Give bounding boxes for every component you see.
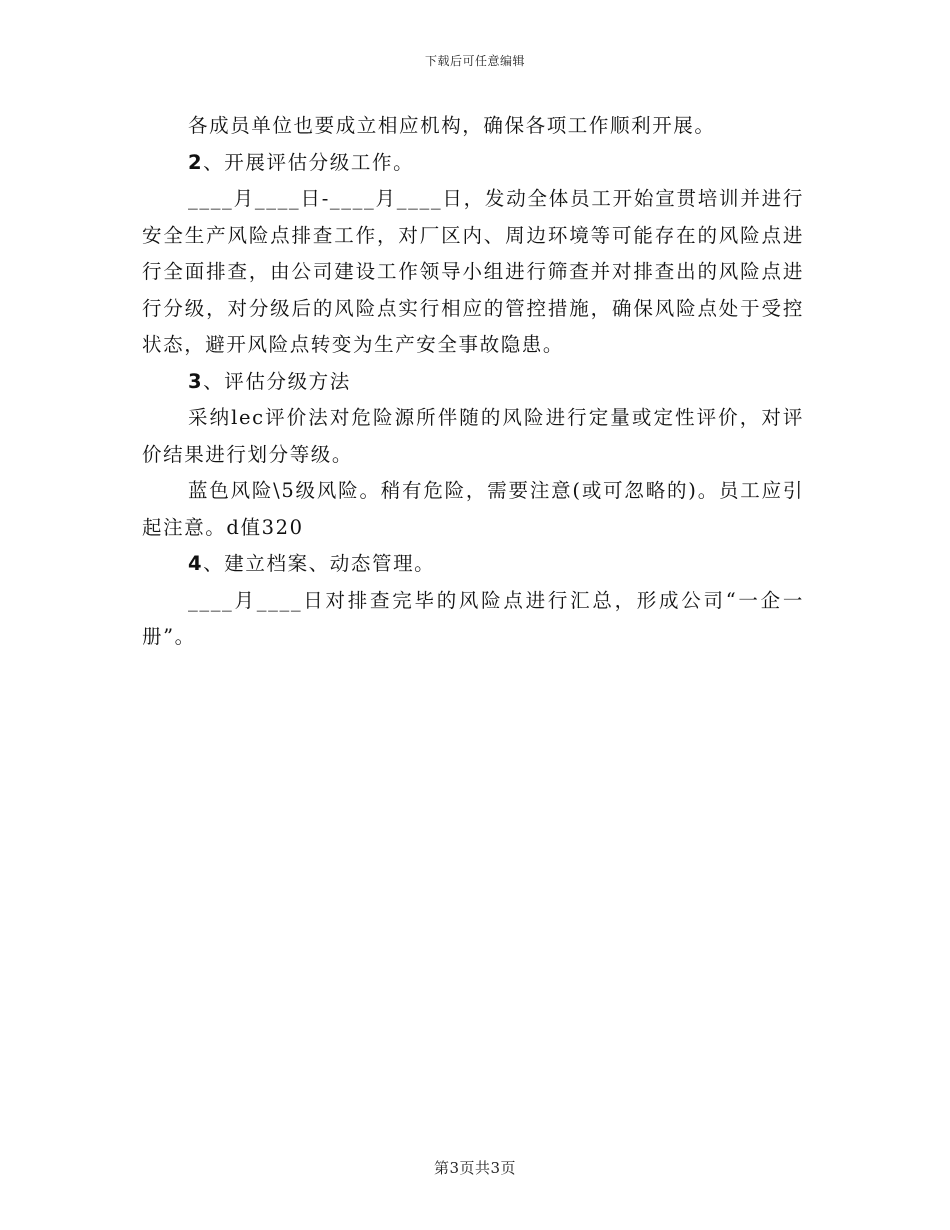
section-heading-2 — [142, 145, 804, 182]
paragraph-lec-method: 采纳lec评价法对危险源所伴随的风险进行定量或定性评价，对评价结果进行划分等级。 — [142, 406, 804, 466]
section-number: 4 — [188, 552, 204, 575]
paragraph-blue-risk: 蓝色风险\5级风险。稍有危险，需要注意(或可忽略的)。员工应引起注意。d值320 — [142, 479, 804, 539]
paragraph-assessment-work: ____月____日-____月____日，发动全体员工开始宣贯培训并进行安全生产风险点排查工作，对厂区内、周边环境等可能存在的风险点进行全面排查，由公司建设工作领导小组进行筛查并对排查出的风险点进行分级，对分级后的风险点实行相应的管控措施，确保风险点处于受控状态，避开风险点转变为生产安全事故隐患。 — [142, 187, 804, 356]
page-footer: 第3页共3页 — [433, 1159, 517, 1177]
document-body — [142, 108, 804, 656]
paragraph-member-units: 各成员单位也要成立相应机构，确保各项工作顺利开展。 — [188, 114, 716, 137]
paragraph-archive-summary: ____月____日对排查完毕的风险点进行汇总，形成公司“一企一册”。 — [142, 588, 804, 648]
section-heading-4 — [142, 546, 804, 583]
section-title: 、评估分级方法 — [203, 369, 351, 393]
section-title: 、开展评估分级工作。 — [203, 150, 415, 174]
section-heading-3 — [142, 364, 804, 401]
section-title: 、建立档案、动态管理。 — [203, 552, 436, 575]
section-number: 2 — [188, 150, 204, 174]
section-number: 3 — [188, 369, 204, 393]
page-header: 下载后可任意编辑 — [424, 54, 525, 68]
